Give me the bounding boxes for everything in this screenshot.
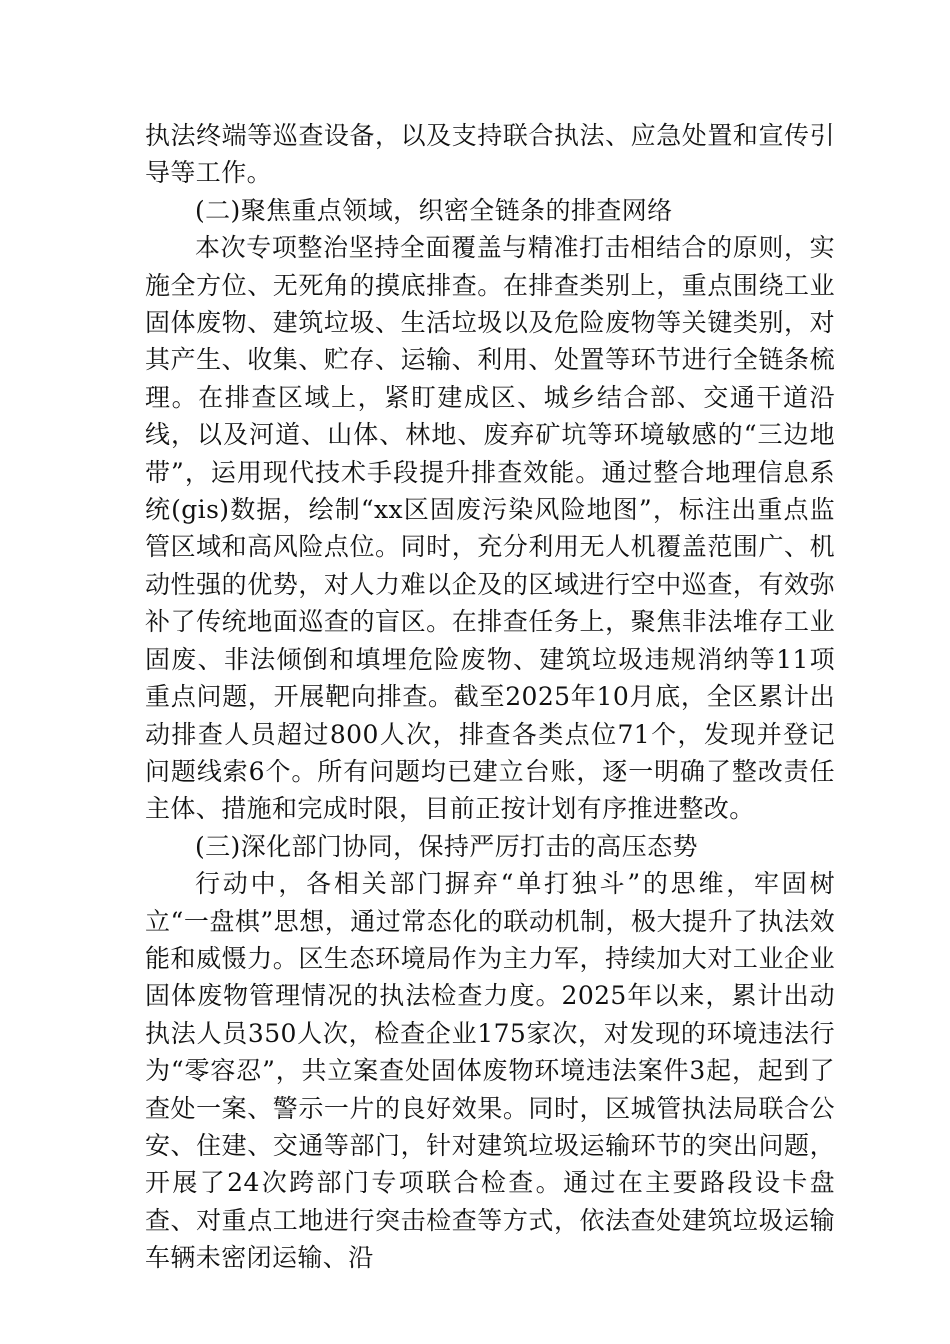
section-heading-2: (二)聚焦重点领域，织密全链条的排查网络 [195, 195, 673, 225]
document-body [145, 117, 835, 1277]
paragraph-continued: 执法终端等巡查设备，以及支持联合执法、应急处置和宣传引导等工作。 [145, 121, 835, 188]
paragraph-coordination: 行动中，各相关部门摒弃“单打独斗”的思维，牢固树立“一盘棋”思想，通过常态化的联动机制，极大提升了执法效能和威慑力。区生态环境局作为主力军，持续加大对工业企业固体废物管理情况的执法检查力度。2025年以来，累计出动执法人员350人次，检查企业175家次，对发现的环境违法行为“零容忍”，共立案查处固体废物环境违法案件3起，起到了查处一案、警示一片的良好效果。同时，区城管执法局联合公安、住建、交通等部门，针对建筑垃圾运输环节的突出问题，开展了24次跨部门专项联合检查。通过在主要路段设卡盘查、对重点工地进行突击检查等方式，依法查处建筑垃圾运输车辆未密闭运输、沿 [145, 869, 835, 1273]
section-heading-3: (三)深化部门协同，保持严厉打击的高压态势 [195, 831, 698, 861]
paragraph-investigation: 本次专项整治坚持全面覆盖与精准打击相结合的原则，实施全方位、无死角的摸底排查。在排查类别上，重点围绕工业固体废物、建筑垃圾、生活垃圾以及危险废物等关键类别，对其产生、收集、贮存、运输、利用、处置等环节进行全链条梳理。在排查区域上，紧盯建成区、城乡结合部、交通干道沿线，以及河道、山体、林地、废弃矿坑等环境敏感的“三边地带”，运用现代技术手段提升排查效能。通过整合地理信息系统(gis)数据，绘制“xx区固废污染风险地图”，标注出重点监管区域和高风险点位。同时，充分利用无人机覆盖范围广、机动性强的优势，对人力难以企及的区域进行空中巡查，有效弥补了传统地面巡查的盲区。在排查任务上，聚焦非法堆存工业固废、非法倾倒和填埋危险废物、建筑垃圾违规消纳等11项重点问题，开展靶向排查。截至2025年10月底，全区累计出动排查人员超过800人次，排查各类点位71个，发现并登记问题线索6个。所有问题均已建立台账，逐一明确了整改责任主体、措施和完成时限，目前正按计划有序推进整改。 [145, 233, 835, 824]
